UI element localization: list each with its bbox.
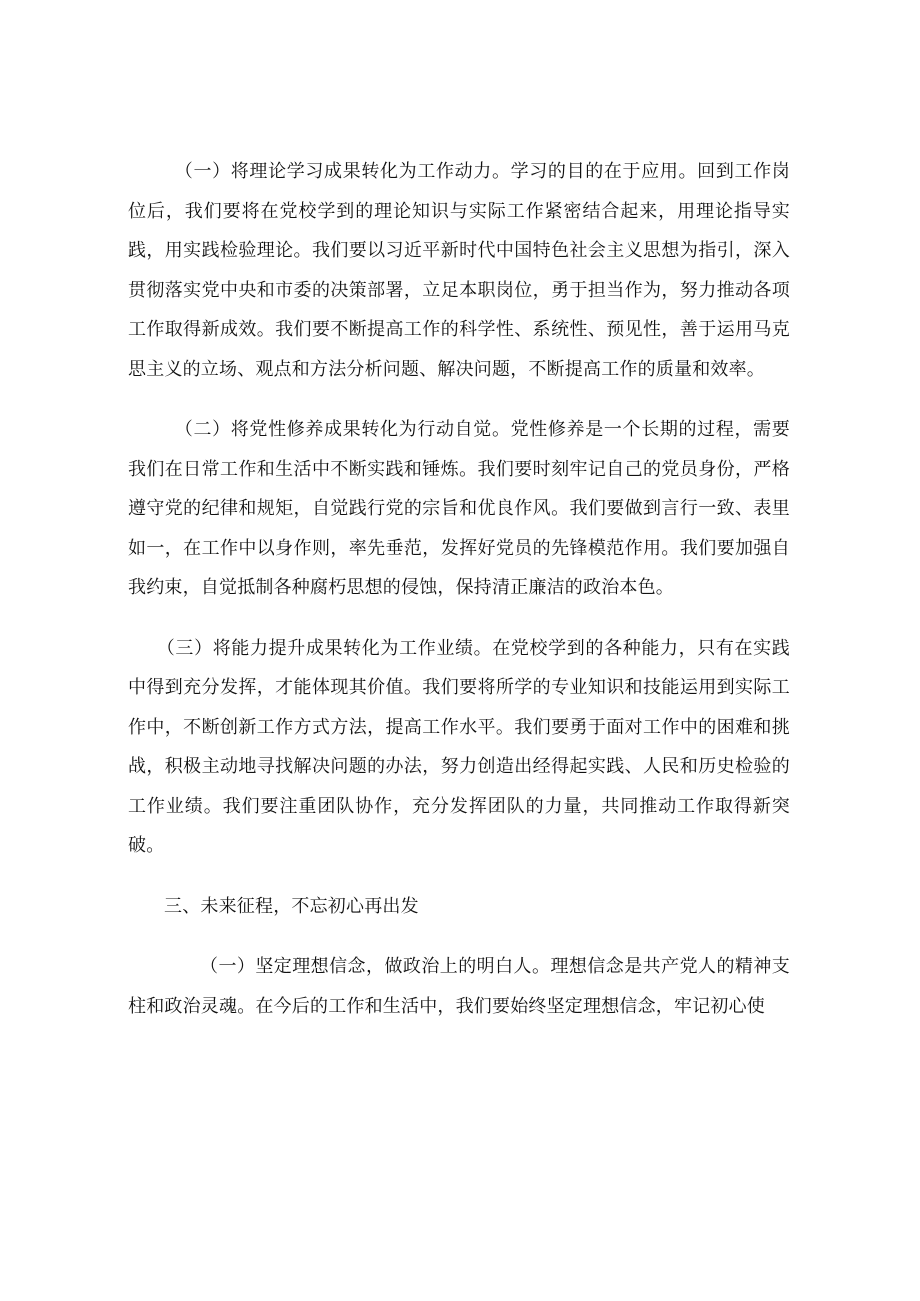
- paragraph-ability-improvement: （三）将能力提升成果转化为工作业绩。在党校学到的各种能力，只有在实践中得到充分发挥，才能体现其价值。我们要将所学的专业知识和技能运用到实际工作中，不断创新工作方式方法，提高工作水平。我们要勇于面对工作中的困难和挑战，积极主动地寻找解决问题的办法，努力创造出经得起实践、人民和历史检验的工作业绩。我们要注重团队协作，充分发挥团队的力量，共同推动工作取得新突破。: [128, 637, 790, 856]
- paragraph-theory-study: （一）将理论学习成果转化为工作动力。学习的目的在于应用。回到工作岗位后，我们要将在党校学到的理论知识与实际工作紧密结合起来，用理论指导实践，用实践检验理论。我们要以习近平新时代中国特色社会主义思想为指引，深入贯彻落实党中央和市委的决策部署，立足本职岗位，勇于担当作为，努力推动各项工作取得新成效。我们要不断提高工作的科学性、系统性、预见性，善于运用马克思主义的立场、观点和方法分析问题、解决问题，不断提高工作的质量和效率。: [128, 161, 790, 380]
- paragraph-ideals-beliefs: （一）坚定理想信念，做政治上的明白人。理想信念是共产党人的精神支柱和政治灵魂。在今后的工作和生活中，我们要始终坚定理想信念，牢记初心使: [128, 956, 790, 1017]
- section-heading: 三、未来征程，不忘初心再出发: [164, 895, 419, 917]
- document-body: [128, 152, 790, 1026]
- paragraph-party-spirit: （二）将党性修养成果转化为行动自觉。党性修养是一个长期的过程，需要我们在日常工作和生活中不断实践和锤炼。我们要时刻牢记自己的党员身份，严格遵守党的纪律和规矩，自觉践行党的宗旨和优良作风。我们要做到言行一致、表里如一，在工作中以身作则，率先垂范，发挥好党员的先锋模范作用。我们要加强自我约束，自觉抵制各种腐朽思想的侵蚀，保持清正廉洁的政治本色。: [128, 419, 790, 598]
